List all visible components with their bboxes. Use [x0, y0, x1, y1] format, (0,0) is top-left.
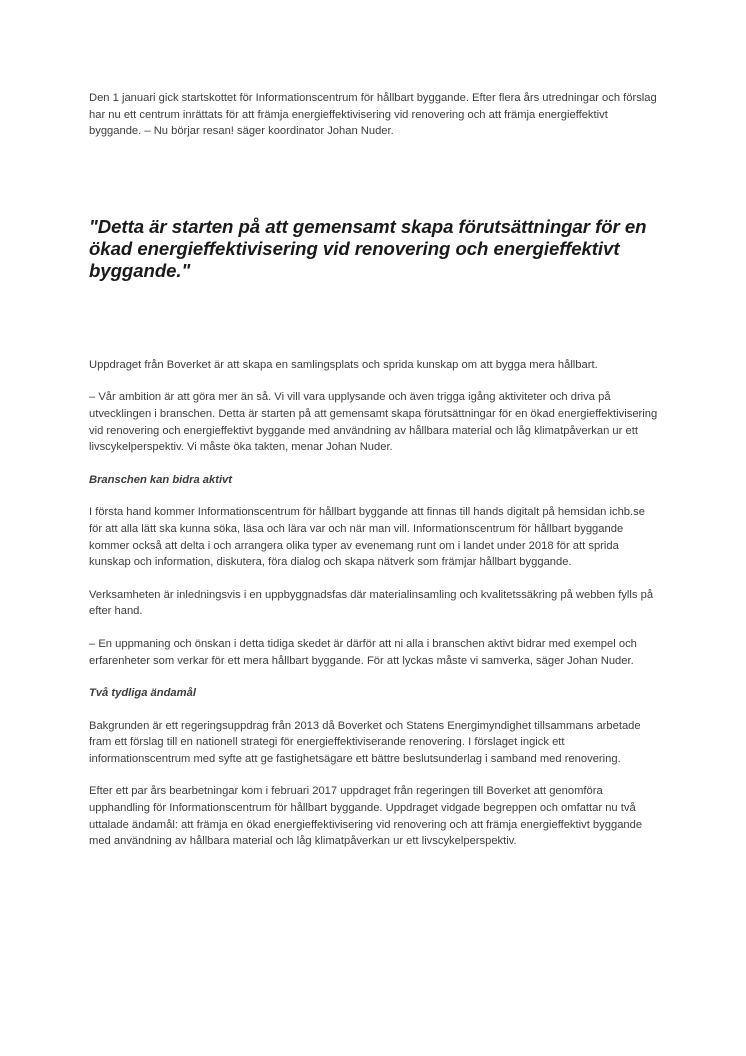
paragraph-3: I första hand kommer Informationscentrum för hållbart byggande att finnas till hands digitalt på hemsidan ichb.se för att alla lätt ska kunna söka, läsa och lära var och när man vill. Informationscentrum för hållbart byggande kommer också att delta i och arrangera olika typer av evenemang runt om i landet under 2018 för att sprida kunskap och information, diskutera, föra dialog och skapa nätverk som främjar hållbart byggande.	[89, 506, 645, 569]
intro-paragraph: Den 1 januari gick startskottet för Informationscentrum för hållbart byggande. Efter flera års utredningar och förslag har nu ett centrum inrättats för att främja energieffektivisering vid renovering och att främja energieffektivt byggande. – Nu börjar resan! säger koordinator Johan Nuder.	[89, 92, 657, 138]
subheading-1: Branschen kan bidra aktivt	[89, 473, 233, 486]
paragraph-4: Verksamheten är inledningsvis i en uppbyggnadsfas där materialinsamling och kvalitetssäkring på webben fylls på efter hand.	[89, 588, 654, 618]
paragraph-1: Uppdraget från Boverket är att skapa en samlingsplats och sprida kunskap om att bygga mera hållbart.	[89, 358, 598, 371]
paragraph-7: Efter ett par års bearbetningar kom i februari 2017 uppdraget från regeringen till Boverket att genomföra upphandling för Informationscentrum för hållbart byggande. Uppdraget vidgade begreppen och omfattar nu två uttalade ändamål: att främja en ökad energieffektivisering vid renovering och att främja energieffektivt byggande med användning av hållbara material och låg klimatpåverkan ur ett livscykelperspektiv.	[89, 785, 643, 848]
paragraph-6: Bakgrunden är ett regeringsuppdrag från 2013 då Boverket och Statens Energimyndighet tillsammans arbetade fram ett förslag till en nationell strategi för energieffektiviserande renovering. I förslaget ingick ett informationscentrum med syfte att ge fastighetsägare ett bättre beslutsunderlag i samband med renovering.	[89, 719, 641, 765]
subheading-2: Två tydliga ändamål	[89, 687, 196, 700]
paragraph-5: – En uppmaning och önskan i detta tidiga skedet är därför att ni alla i branschen aktivt bidrar med exempel och erfarenheter som verkar för ett mera hållbart byggande. För att lyckas måste vi samverka, säger Johan Nuder.	[89, 637, 637, 667]
pull-quote: "Detta är starten på att gemensamt skapa förutsättningar för en ökad energieffektivisering vid renovering och energieffektivt byggande."	[89, 215, 647, 281]
article	[89, 90, 659, 850]
paragraph-2: – Vår ambition är att göra mer än så. Vi vill vara upplysande och även trigga igång aktiviteter och driva på utvecklingen i branschen. Detta är starten på att gemensamt skapa förutsättningar för en ökad energieffektivisering vid renovering och energieffektivt byggande med användning av hållbara material och låg klimatpåverkan ur ett livscykelperspektiv. Vi måste öka takten, menar Johan Nuder.	[89, 391, 658, 454]
